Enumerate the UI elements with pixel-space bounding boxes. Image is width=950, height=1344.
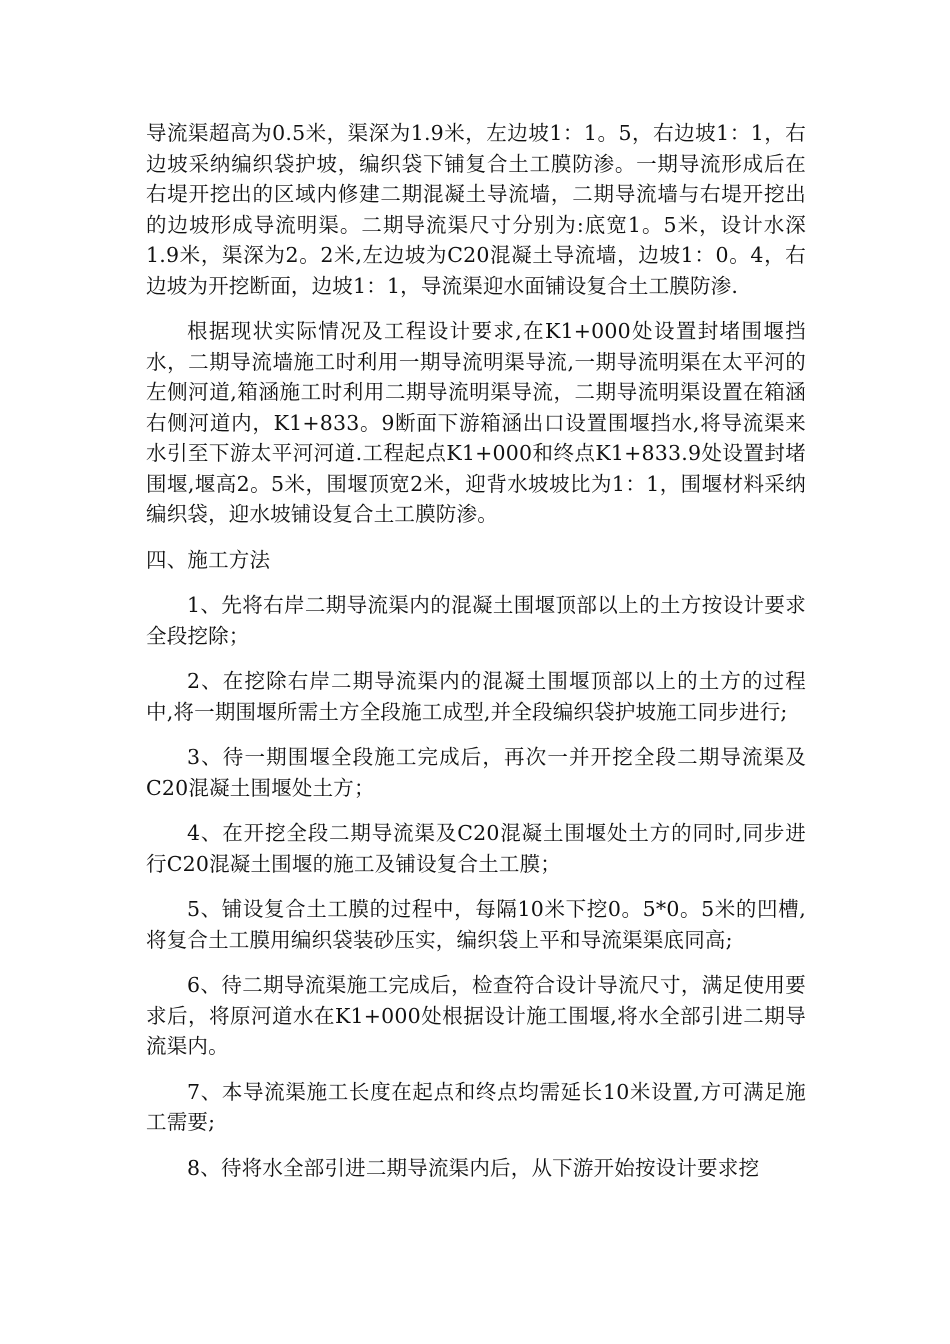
step-item-5: 5、铺设复合土工膜的过程中，每隔10米下挖0。5*0。5米的凹槽,将复合土工膜用编织袋装砂压实，编织袋上平和导流渠渠底同高; xyxy=(146,897,806,952)
step-item-3: 3、待一期围堰全段施工完成后，再次一并开挖全段二期导流渠及C20混凝土围堰处土方； xyxy=(146,745,806,800)
paragraph-diversion-channel-specs: 导流渠超高为0.5米，渠深为1.9米，左边坡1：1。5，右边坡1：1，右边坡采纳编织袋护坡，编织袋下铺复合土工膜防渗。一期导流形成后在右堤开挖出的区域内修建二期混凝土导流墙，二期导流墙与右堤开挖出的边坡形成导流明渠。二期导流渠尺寸分别为:底宽1。5米，设计水深1.9米，渠深为2。2米,左边坡为C20混凝土导流墙，边坡1：0。4，右边坡为开挖断面，边坡1：1，导流渠迎水面铺设复合土工膜防渗. xyxy=(146,121,806,298)
step-item-1: 1、先将右岸二期导流渠内的混凝土围堰顶部以上的土方按设计要求全段挖除； xyxy=(146,593,806,648)
section-heading-construction-method: 四、施工方法 xyxy=(146,547,271,572)
step-item-7: 7、本导流渠施工长度在起点和终点均需延长10米设置,方可满足施工需要; xyxy=(146,1079,806,1134)
step-item-2: 2、在挖除右岸二期导流渠内的混凝土围堰顶部以上的土方的过程中,将一期围堰所需土方全段施工成型,并全段编织袋护坡施工同步进行; xyxy=(146,669,806,724)
step-item-4: 4、在开挖全段二期导流渠及C20混凝土围堰处土方的同时,同步进行C20混凝土围堰的施工及铺设复合土工膜； xyxy=(146,821,806,876)
step-item-8: 8、待将水全部引进二期导流渠内后，从下游开始按设计要求挖 xyxy=(187,1155,760,1180)
paragraph-cofferdam-plan: 根据现状实际情况及工程设计要求,在K1+000处设置封堵围堰挡水，二期导流墙施工时利用一期导流明渠导流,一期导流明渠在太平河的左侧河道,箱涵施工时利用二期导流明渠导流，二期导流明渠设置在箱涵右侧河道内，K1+833。9断面下游箱涵出口设置围堰挡水,将导流渠来水引至下游太平河河道.工程起点K1+000和终点K1+833.9处设置封堵围堰,堰高2。5米，围堰顶宽2米，迎背水坡坡比为1：1，围堰材料采纳编织袋，迎水坡铺设复合土工膜防渗。 xyxy=(146,319,806,526)
document-body xyxy=(146,118,806,1198)
step-item-6: 6、待二期导流渠施工完成后，检查符合设计导流尺寸，满足使用要求后，将原河道水在K1+000处根据设计施工围堰,将水全部引进二期导流渠内。 xyxy=(146,973,806,1058)
